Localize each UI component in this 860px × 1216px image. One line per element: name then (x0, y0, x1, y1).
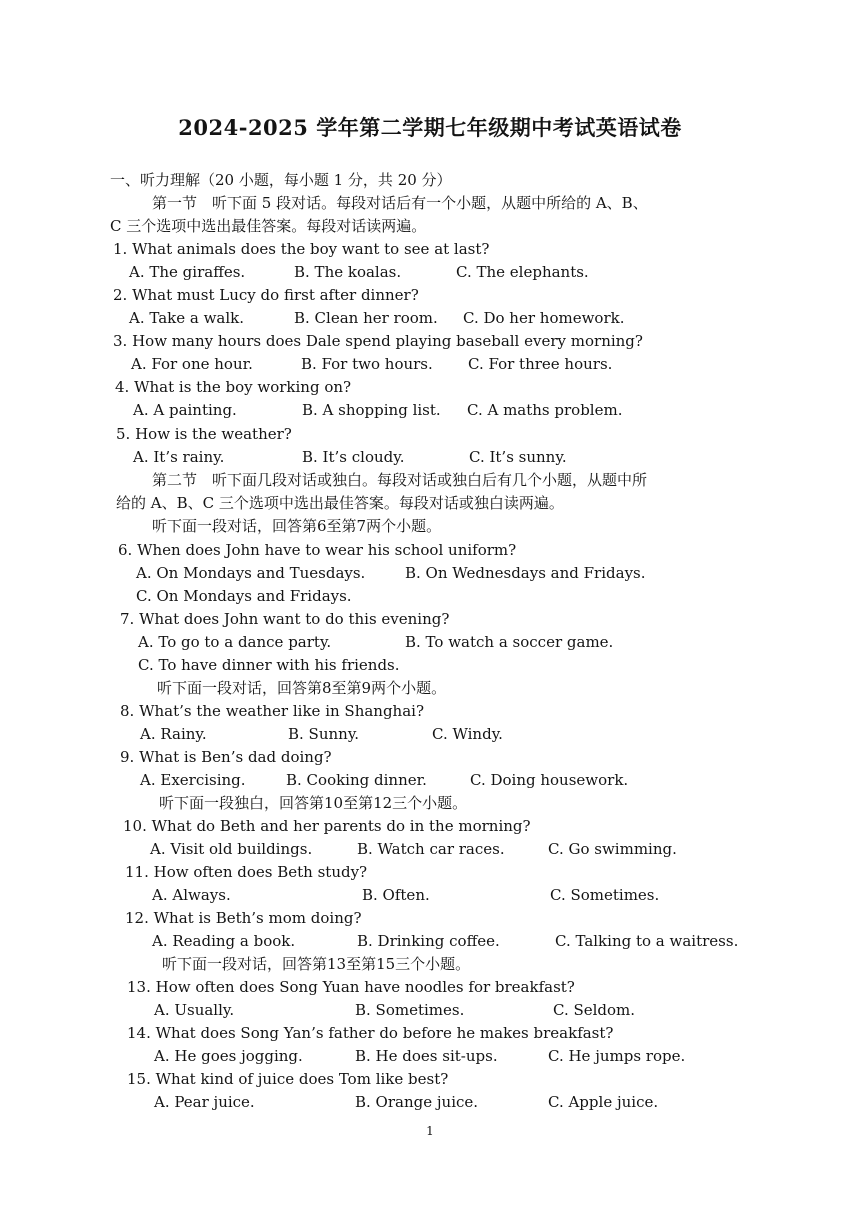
question-text: 1. What animals does the boy want to see at last? (113, 240, 490, 258)
option-a: A. To go to a dance party. (138, 633, 332, 651)
question-text: 8. What’s the weather like in Shanghai? (120, 702, 424, 720)
group-note: 听下面一段对话，回答第13至第15三个小题。 (162, 955, 471, 973)
question-text: 13. How often does Song Yuan have noodles for breakfast? (127, 978, 575, 996)
option-c: C. Sometimes. (550, 886, 660, 904)
option-c: C. A maths problem. (467, 401, 623, 419)
option-c: C. Do her homework. (463, 309, 625, 327)
option-b: B. On Wednesdays and Fridays. (405, 564, 646, 582)
option-c: C. For three hours. (468, 355, 613, 373)
option-b: B. The koalas. (294, 263, 402, 281)
question-text: 12. What is Beth’s mom doing? (125, 909, 362, 927)
group-note: 听下面一段独白，回答第10至第12三个小题。 (159, 794, 468, 812)
question-text: 14. What does Song Yan’s father do before he makes breakfast? (127, 1024, 614, 1042)
option-a: A. For one hour. (131, 355, 253, 373)
option-c: C. He jumps rope. (548, 1047, 686, 1065)
page-title: 2024-2025 学年第二学期七年级期中考试英语试卷 (178, 115, 682, 140)
part2-instruction: 第二节 听下面几段对话或独白。每段对话或独白后有几个小题，从题中所 (152, 471, 648, 489)
part2-instruction: 给的 A、B、C 三个选项中选出最佳答案。每段对话或独白读两遍。 (116, 494, 564, 512)
option-b: B. Clean her room. (294, 309, 438, 327)
option-b: B. It’s cloudy. (302, 448, 405, 466)
option-c: C. It’s sunny. (469, 448, 567, 466)
option-a: A. Rainy. (140, 725, 207, 743)
option-a: A. Reading a book. (152, 932, 296, 950)
question-text: 3. How many hours does Dale spend playing baseball every morning? (113, 332, 643, 350)
question-text: 11. How often does Beth study? (125, 863, 368, 881)
part1-instruction: 第一节 听下面 5 段对话。每段对话后有一个小题，从题中所给的 A、B、 (152, 194, 648, 212)
page-number: 1 (426, 1124, 434, 1138)
option-a: A. It’s rainy. (133, 448, 225, 466)
option-b: B. Sometimes. (355, 1001, 465, 1019)
option-b: B. Often. (362, 886, 430, 904)
option-c: C. To have dinner with his friends. (138, 656, 400, 674)
option-b: B. He does sit-ups. (355, 1047, 498, 1065)
option-a: A. Exercising. (140, 771, 246, 789)
option-a: A. Pear juice. (154, 1093, 255, 1111)
option-b: B. To watch a soccer game. (405, 633, 614, 651)
option-a: A. He goes jogging. (154, 1047, 303, 1065)
option-a: A. Visit old buildings. (150, 840, 313, 858)
option-a: A. Take a walk. (129, 309, 245, 327)
question-text: 7. What does John want to do this evening? (120, 610, 450, 628)
section-heading: 一、听力理解（20 小题，每小题 1 分，共 20 分） (110, 171, 452, 189)
option-c: C. Go swimming. (548, 840, 677, 858)
option-a: A. Always. (152, 886, 231, 904)
option-b: B. Orange juice. (355, 1093, 479, 1111)
question-text: 2. What must Lucy do first after dinner? (113, 286, 419, 304)
option-c: C. Seldom. (553, 1001, 636, 1019)
part1-instruction: C 三个选项中选出最佳答案。每段对话读两遍。 (110, 217, 427, 235)
question-text: 10. What do Beth and her parents do in the morning? (123, 817, 531, 835)
question-text: 5. How is the weather? (116, 425, 292, 443)
option-c: C. Apple juice. (548, 1093, 659, 1111)
option-a: A. A painting. (133, 401, 237, 419)
option-c: C. Doing housework. (470, 771, 629, 789)
option-c: C. Talking to a waitress. (555, 932, 739, 950)
option-c: C. The elephants. (456, 263, 589, 281)
option-c: C. On Mondays and Fridays. (136, 587, 352, 605)
option-c: C. Windy. (432, 725, 503, 743)
option-b: B. For two hours. (301, 355, 433, 373)
option-b: B. Cooking dinner. (286, 771, 427, 789)
option-a: A. On Mondays and Tuesdays. (136, 564, 366, 582)
group-note: 听下面一段对话，回答第8至第9两个小题。 (157, 679, 447, 697)
question-text: 6. When does John have to wear his school uniform? (118, 541, 517, 559)
option-b: B. Sunny. (288, 725, 360, 743)
option-a: A. Usually. (154, 1001, 235, 1019)
option-b: B. Watch car races. (357, 840, 505, 858)
question-text: 9. What is Ben’s dad doing? (120, 748, 332, 766)
question-text: 15. What kind of juice does Tom like best? (127, 1070, 449, 1088)
option-a: A. The giraffes. (129, 263, 246, 281)
option-b: B. A shopping list. (302, 401, 441, 419)
question-text: 4. What is the boy working on? (115, 378, 352, 396)
group-note: 听下面一段对话，回答第6至第7两个小题。 (152, 517, 442, 535)
option-b: B. Drinking coffee. (357, 932, 500, 950)
